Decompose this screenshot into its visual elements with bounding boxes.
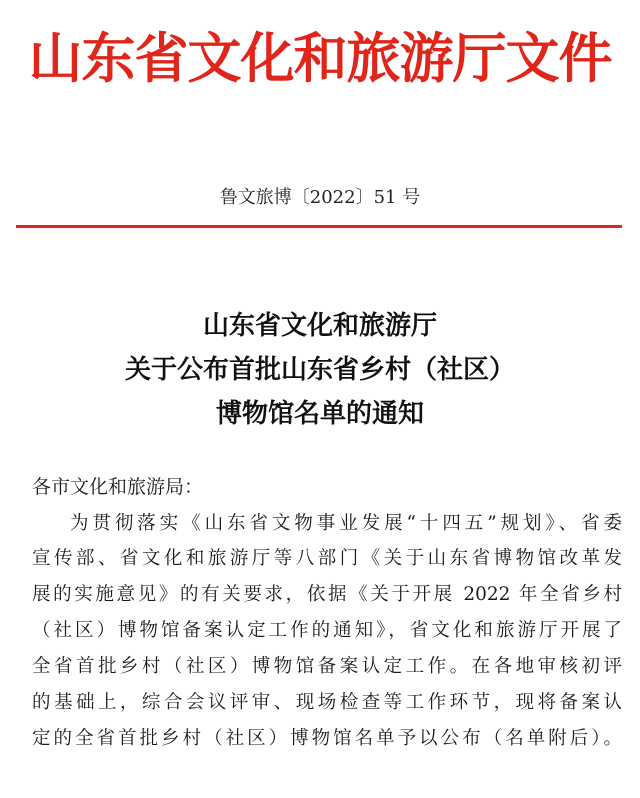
notice-title-line-3: 博物馆名单的通知 — [215, 399, 424, 429]
document-number: 鲁文旅博〔2022〕51 号 — [219, 187, 421, 208]
body-paragraph-line-4: （社区）博物馆备案认定工作的通知》，省文化和旅游厅开展了 — [32, 620, 622, 641]
body-paragraph-line-6: 的基础上，综合会议评审、现场检查等工作环节，现将备案认 — [32, 692, 622, 713]
notice-title-line-2: 关于公布首批山东省乡村（社区） — [124, 355, 515, 385]
notice-title-line-1: 山东省文化和旅游厅 — [202, 311, 437, 341]
body-paragraph-line-3: 展的实施意见》的有关要求，依据《关于开展 2022 年全省乡村 — [32, 584, 622, 605]
body-paragraph-line-1: 为贯彻落实《山东省文物事业发展“十四五”规划》、省委 — [70, 513, 622, 534]
red-divider-line — [16, 225, 622, 228]
agency-document-header: 山东省文化和旅游厅文件 — [28, 26, 612, 90]
body-paragraph-line-7: 定的全省首批乡村（社区）博物馆名单予以公布（名单附后）。 — [32, 728, 622, 749]
body-paragraph-line-2: 宣传部、省文化和旅游厅等八部门《关于山东省博物馆改革发 — [32, 548, 622, 569]
salutation: 各市文化和旅游局： — [32, 476, 204, 498]
body-paragraph-line-5: 全省首批乡村（社区）博物馆备案认定工作。在各地审核初评 — [32, 656, 622, 677]
